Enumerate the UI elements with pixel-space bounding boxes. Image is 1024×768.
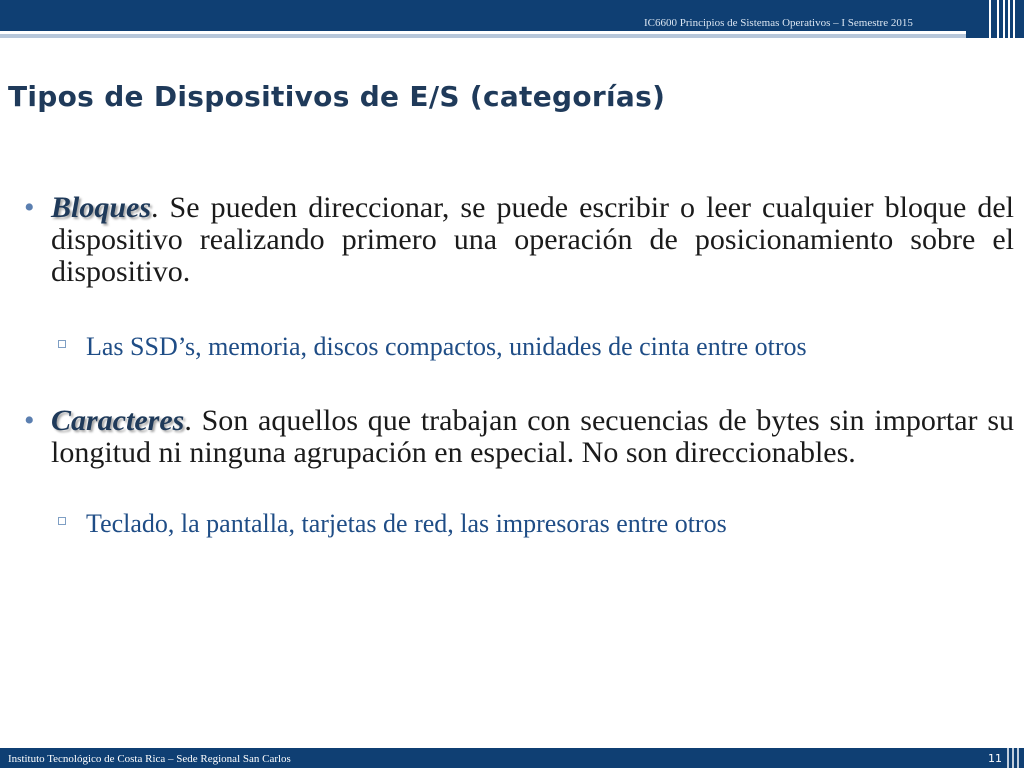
sub-bullet-text: Las SSD’s, memoria, discos compactos, unidades de cinta entre otros	[86, 332, 807, 361]
footer-band	[0, 748, 1024, 768]
decorative-lines-icon	[966, 0, 1024, 38]
bullet-icon: •	[24, 191, 35, 224]
sub-bullet-text: Teclado, la pantalla, tarjetas de red, las impresoras entre otros	[86, 509, 727, 538]
course-header: IC6600 Principios de Sistemas Operativos – I Semestre 2015	[644, 17, 913, 29]
bullet-caracteres	[24, 405, 1014, 469]
slide-content	[24, 192, 1014, 539]
page-number: 11	[988, 752, 1002, 765]
sub-bullet-caracteres	[24, 509, 1014, 539]
bullet-bloques	[24, 192, 1014, 288]
bullet-text: . Se pueden direccionar, se puede escribir o leer cualquier bloque del dispositivo realizando primero una operación de posicionamiento sobre el dispositivo.	[51, 191, 1014, 288]
square-bullet-icon	[58, 517, 66, 525]
slide-title: Tipos de Dispositivos de E/S (categorías)	[8, 80, 666, 113]
bullet-term: Caracteres	[51, 404, 185, 437]
bullet-term: Bloques	[51, 191, 152, 224]
bullet-text: . Son aquellos que trabajan con secuencias de bytes sin importar su longitud ni ninguna agrupación en especial. No son direccionables.	[51, 404, 1014, 469]
header-accent-stripe	[0, 34, 1024, 38]
footer-institution: Instituto Tecnológico de Costa Rica – Sede Regional San Carlos	[8, 753, 291, 765]
bullet-icon: •	[24, 404, 35, 437]
footer-decorative-lines-icon	[1000, 748, 1024, 768]
square-bullet-icon	[58, 340, 66, 348]
sub-bullet-bloques	[24, 332, 1014, 362]
